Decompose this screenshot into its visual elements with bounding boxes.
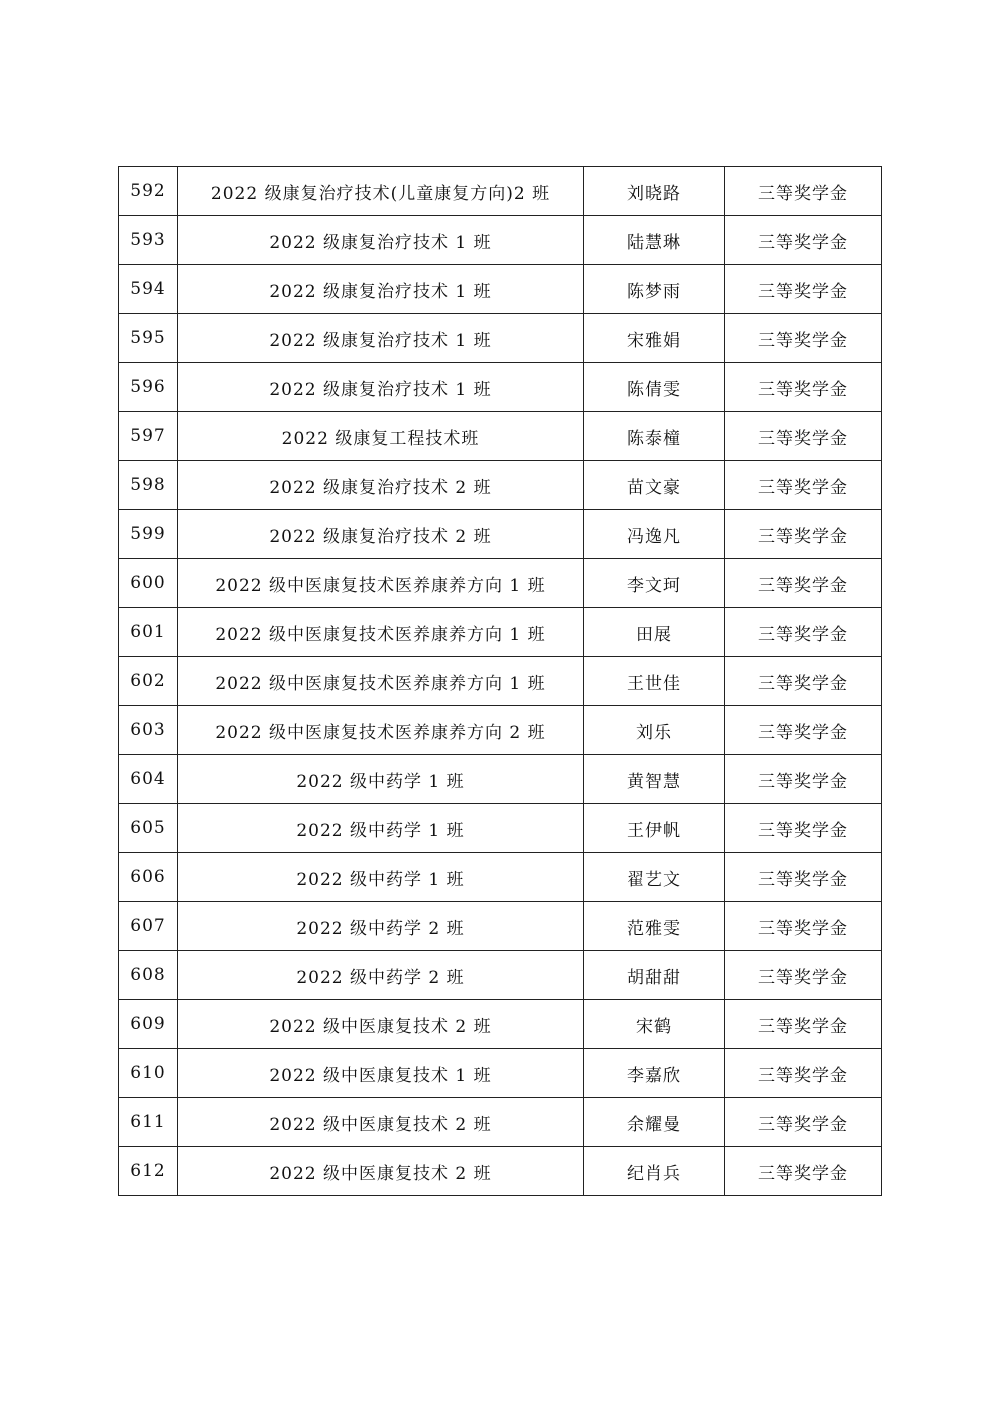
award-level: 三等奖学金 — [725, 951, 882, 1000]
award-level: 三等奖学金 — [725, 902, 882, 951]
table-row — [119, 657, 882, 706]
award-level: 三等奖学金 — [725, 314, 882, 363]
student-name: 刘乐 — [584, 706, 725, 755]
row-number: 603 — [119, 706, 178, 755]
table-row — [119, 1000, 882, 1049]
student-name: 陈梦雨 — [584, 265, 725, 314]
table-row — [119, 853, 882, 902]
student-name: 陆慧琳 — [584, 216, 725, 265]
student-name: 李嘉欣 — [584, 1049, 725, 1098]
table-row — [119, 902, 882, 951]
class-name: 2022 级康复治疗技术 1 班 — [178, 216, 584, 265]
row-number: 594 — [119, 265, 178, 314]
student-name: 胡甜甜 — [584, 951, 725, 1000]
row-number: 606 — [119, 853, 178, 902]
award-level: 三等奖学金 — [725, 804, 882, 853]
row-number: 593 — [119, 216, 178, 265]
award-level: 三等奖学金 — [725, 1147, 882, 1196]
table-row — [119, 755, 882, 804]
award-level: 三等奖学金 — [725, 216, 882, 265]
student-name: 范雅雯 — [584, 902, 725, 951]
class-name: 2022 级中医康复技术医养康养方向 1 班 — [178, 608, 584, 657]
student-name: 陈泰橦 — [584, 412, 725, 461]
row-number: 610 — [119, 1049, 178, 1098]
table-row — [119, 412, 882, 461]
student-name: 宋雅娟 — [584, 314, 725, 363]
award-level: 三等奖学金 — [725, 706, 882, 755]
row-number: 599 — [119, 510, 178, 559]
student-name: 黄智慧 — [584, 755, 725, 804]
table-row — [119, 804, 882, 853]
class-name: 2022 级中医康复技术 2 班 — [178, 1098, 584, 1147]
award-level: 三等奖学金 — [725, 657, 882, 706]
class-name: 2022 级康复治疗技术 1 班 — [178, 363, 584, 412]
class-name: 2022 级中药学 1 班 — [178, 755, 584, 804]
table-row — [119, 1098, 882, 1147]
table-row — [119, 363, 882, 412]
class-name: 2022 级康复治疗技术 1 班 — [178, 314, 584, 363]
class-name: 2022 级中药学 1 班 — [178, 853, 584, 902]
row-number: 611 — [119, 1098, 178, 1147]
award-level: 三等奖学金 — [725, 559, 882, 608]
award-level: 三等奖学金 — [725, 1049, 882, 1098]
row-number: 598 — [119, 461, 178, 510]
student-name: 王世佳 — [584, 657, 725, 706]
award-level: 三等奖学金 — [725, 461, 882, 510]
row-number: 600 — [119, 559, 178, 608]
class-name: 2022 级康复治疗技术 2 班 — [178, 510, 584, 559]
row-number: 608 — [119, 951, 178, 1000]
award-level: 三等奖学金 — [725, 363, 882, 412]
class-name: 2022 级康复治疗技术 1 班 — [178, 265, 584, 314]
class-name: 2022 级中医康复技术 2 班 — [178, 1147, 584, 1196]
class-name: 2022 级中医康复技术 2 班 — [178, 1000, 584, 1049]
class-name: 2022 级中医康复技术医养康养方向 1 班 — [178, 559, 584, 608]
award-level: 三等奖学金 — [725, 167, 882, 216]
row-number: 592 — [119, 167, 178, 216]
row-number: 612 — [119, 1147, 178, 1196]
table-row — [119, 559, 882, 608]
class-name: 2022 级中药学 2 班 — [178, 951, 584, 1000]
table-row — [119, 608, 882, 657]
student-name: 冯逸凡 — [584, 510, 725, 559]
student-name: 苗文豪 — [584, 461, 725, 510]
table-row — [119, 216, 882, 265]
scholarship-table — [118, 166, 882, 1196]
class-name: 2022 级中药学 2 班 — [178, 902, 584, 951]
award-level: 三等奖学金 — [725, 608, 882, 657]
row-number: 607 — [119, 902, 178, 951]
row-number: 602 — [119, 657, 178, 706]
table-row — [119, 314, 882, 363]
table-row — [119, 461, 882, 510]
table-row — [119, 951, 882, 1000]
table-row — [119, 510, 882, 559]
class-name: 2022 级中医康复技术医养康养方向 1 班 — [178, 657, 584, 706]
student-name: 翟艺文 — [584, 853, 725, 902]
student-name: 纪肖兵 — [584, 1147, 725, 1196]
table-row — [119, 706, 882, 755]
row-number: 601 — [119, 608, 178, 657]
student-name: 李文珂 — [584, 559, 725, 608]
award-level: 三等奖学金 — [725, 510, 882, 559]
student-name: 宋鹤 — [584, 1000, 725, 1049]
class-name: 2022 级中药学 1 班 — [178, 804, 584, 853]
row-number: 596 — [119, 363, 178, 412]
row-number: 605 — [119, 804, 178, 853]
class-name: 2022 级中医康复技术 1 班 — [178, 1049, 584, 1098]
student-name: 王伊帆 — [584, 804, 725, 853]
table-row — [119, 265, 882, 314]
row-number: 595 — [119, 314, 178, 363]
student-name: 刘晓路 — [584, 167, 725, 216]
student-name: 余耀曼 — [584, 1098, 725, 1147]
row-number: 597 — [119, 412, 178, 461]
award-level: 三等奖学金 — [725, 853, 882, 902]
award-level: 三等奖学金 — [725, 755, 882, 804]
award-level: 三等奖学金 — [725, 1000, 882, 1049]
student-name: 田展 — [584, 608, 725, 657]
award-level: 三等奖学金 — [725, 265, 882, 314]
class-name: 2022 级康复工程技术班 — [178, 412, 584, 461]
class-name: 2022 级康复治疗技术(儿童康复方向)2 班 — [178, 167, 584, 216]
award-level: 三等奖学金 — [725, 1098, 882, 1147]
class-name: 2022 级康复治疗技术 2 班 — [178, 461, 584, 510]
row-number: 604 — [119, 755, 178, 804]
row-number: 609 — [119, 1000, 178, 1049]
award-level: 三等奖学金 — [725, 412, 882, 461]
table-row — [119, 1049, 882, 1098]
class-name: 2022 级中医康复技术医养康养方向 2 班 — [178, 706, 584, 755]
table-row — [119, 167, 882, 216]
table-row — [119, 1147, 882, 1196]
student-name: 陈倩雯 — [584, 363, 725, 412]
